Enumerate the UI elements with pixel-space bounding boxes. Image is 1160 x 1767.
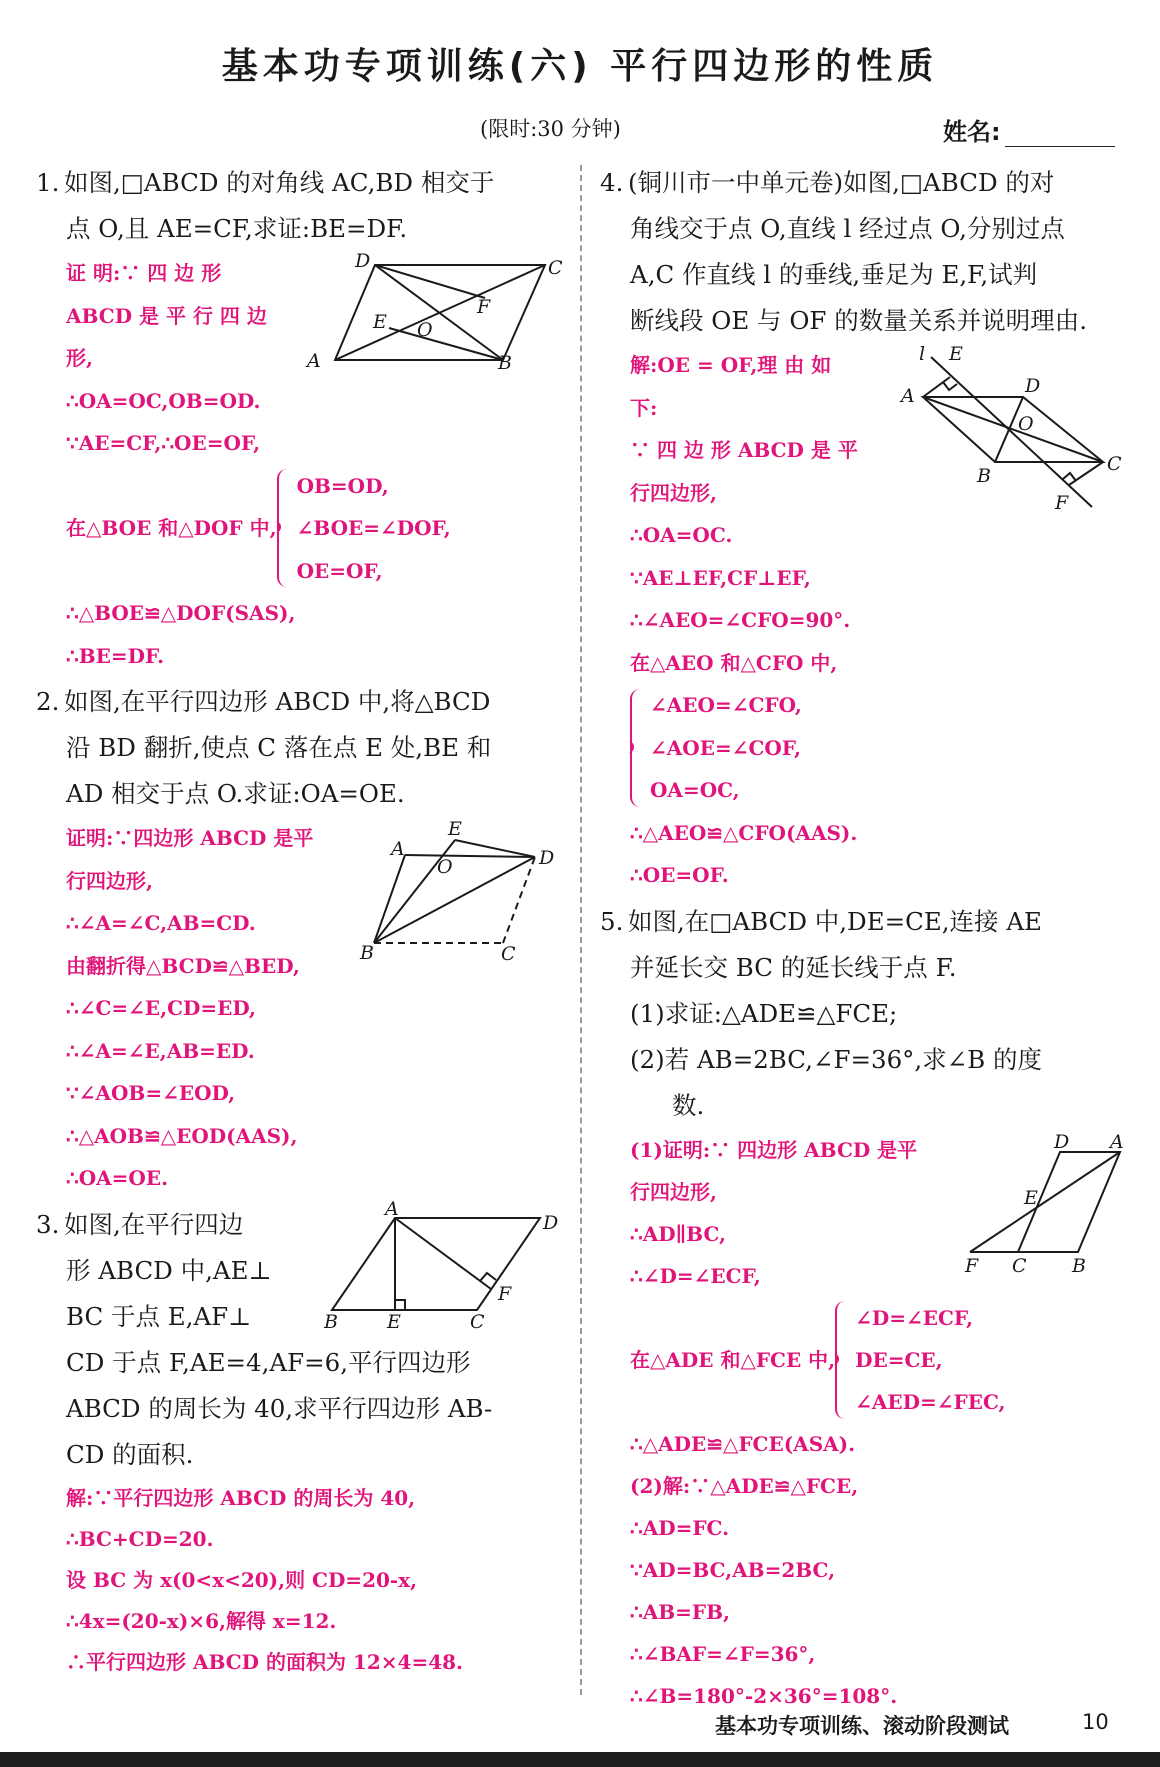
q5-sol-line: (1)证明:∵ 四边形 ABCD 是平 (630, 1137, 918, 1162)
q3-text-line: CD 于点 F,AE=4,AF=6,平行四边形 (66, 1347, 471, 1377)
page-title: 基本功专项训练(六) 平行四边形的性质 (221, 46, 939, 87)
q5-sub2-line: (2)若 AB=2BC,∠F=36°,求∠B 的度 (630, 1044, 1043, 1074)
q4-sol-line: 行四边形, (630, 480, 717, 505)
q3-text-line: CD 的面积. (66, 1439, 194, 1469)
q2-sol-line: ∴OA=OE. (66, 1166, 169, 1190)
q5-brace-line: ∠D=∠ECF, (855, 1305, 974, 1330)
q2-sol-line: ∴△AOB≌△EOD(AAS), (66, 1123, 298, 1148)
q5-number: 5. (600, 906, 624, 936)
figure-q3 (320, 1200, 570, 1330)
label-D: D (543, 1212, 559, 1234)
q4-sol-line: ∴△AEO≌△CFO(AAS). (630, 820, 858, 845)
q4-brace-line: ∠AOE=∠COF, (650, 735, 801, 760)
q5-sol-line: ∴△ADE≌△FCE(ASA). (630, 1431, 856, 1456)
q1-brace-line: ∠BOE=∠DOF, (296, 516, 451, 540)
q3-solution (36, 1478, 564, 1683)
q2-sol-line: ∴∠A=∠E,AB=ED. (66, 1038, 255, 1063)
q4-brace-line: ∠AEO=∠CFO, (650, 693, 802, 717)
q1-sol-line: 证 明:∵ 四 边 形 (66, 261, 222, 285)
footer-text: 基本功专项训练、滚动阶段测试 (715, 1714, 1009, 1738)
q2-text-line: 如图,在平行四边形 ABCD 中,将△BCD (64, 687, 491, 716)
q4-sol-line: 解:OE = OF,理 由 如 (630, 353, 832, 377)
q3-number: 3. (36, 1209, 60, 1239)
label-C: C (1107, 453, 1122, 475)
label-E: E (387, 1311, 401, 1330)
q1-text-line: 点 O,且 AE=CF,求证:BE=DF. (66, 214, 408, 243)
q5-sol-line: ∴∠BAF=∠F=36°, (630, 1641, 816, 1666)
q1-sol-line: ∴OA=OC,OB=OD. (66, 388, 261, 413)
q5-sol-line: ∴∠D=∠ECF, (630, 1263, 761, 1288)
q5-brace-group (630, 1297, 1128, 1423)
label-F: F (498, 1283, 512, 1305)
label-O: O (437, 856, 453, 878)
q4-text-line: A,C 作直线 l 的垂线,垂足为 E,F,试判 (630, 260, 1038, 289)
page-number: 10 (1082, 1710, 1109, 1734)
q5-brace-prefix: 在△ADE 和△FCE 中, (630, 1347, 836, 1372)
label-B: B (1072, 1255, 1086, 1277)
q4-sol-line: ∵ 四 边 形 ABCD 是 平 (630, 438, 858, 462)
time-limit: (限时:30 分钟) (480, 117, 621, 141)
q4-text-line: 断线段 OE 与 OF 的数量关系并说明理由. (630, 306, 1087, 335)
label-E: E (949, 343, 963, 365)
label-B: B (498, 352, 512, 374)
label-A: A (901, 385, 915, 407)
label-C: C (548, 257, 563, 279)
q3-text-line: 如图,在平行四边 (64, 1209, 244, 1239)
q2-sol-line: 证明:∵四边形 ABCD 是平 (66, 826, 314, 850)
name-blank[interactable] (1005, 124, 1115, 147)
q1-text-line: 如图,□ABCD 的对角线 AC,BD 相交于 (64, 168, 495, 197)
q5-text-line: 如图,在□ABCD 中,DE=CE,连接 AE (628, 906, 1042, 936)
label-A: A (1110, 1131, 1124, 1153)
q4-brace-line: OA=OC, (650, 778, 740, 802)
label-l: l (919, 343, 926, 365)
q2-sol-line: ∵∠AOB=∠EOD, (66, 1081, 236, 1105)
q1-sol-line: ∴△BOE≌△DOF(SAS), (66, 601, 296, 625)
q5-sub1: (1)求证:△ADE≌△FCE; (630, 998, 898, 1028)
q4-text-line: 角线交于点 O,直线 l 经过点 O,分别过点 (630, 214, 1065, 243)
q3-sol-line: ∴平行四边形 ABCD 的面积为 12×4=48. (66, 1649, 464, 1674)
q2-sol-line: 行四边形, (66, 868, 153, 893)
label-B: B (977, 465, 991, 487)
q3-sol-line: ∴BC+CD=20. (66, 1526, 214, 1551)
q4-number: 4. (600, 168, 624, 197)
figure-q5 (960, 1130, 1132, 1280)
q2-text-line: AD 相交于点 O.求证:OA=OE. (66, 779, 405, 808)
q1-brace-prefix: 在△BOE 和△DOF 中, (66, 516, 277, 540)
q4-sol-line: 在△AEO 和△CFO 中, (630, 650, 838, 675)
name-field[interactable] (943, 112, 1115, 147)
question-2 (36, 679, 564, 817)
label-O: O (1018, 413, 1034, 435)
label-C: C (470, 1311, 485, 1330)
q4-sol-line: 下: (630, 395, 658, 420)
label-E: E (448, 818, 462, 840)
q1-number: 1. (36, 168, 60, 197)
q2-sol-line: ∴∠C=∠E,CD=ED, (66, 996, 256, 1020)
brace-icon (835, 1301, 851, 1419)
bottom-bar (0, 1752, 1160, 1767)
label-B: B (324, 1311, 338, 1330)
question-4 (600, 160, 1128, 344)
q1-sol-line: ABCD 是 平 行 四 边 (66, 303, 267, 328)
label-D: D (355, 250, 371, 272)
brace-icon (277, 469, 293, 587)
label-A: A (307, 350, 321, 372)
q1-sol-line: ∴BE=DF. (66, 643, 165, 668)
column-divider (580, 165, 582, 1695)
q4-sol-line: ∵AE⊥EF,CF⊥EF, (630, 565, 811, 590)
q5-sol-line: ∵AD=BC,AB=2BC, (630, 1557, 836, 1582)
q3-text-line: 形 ABCD 中,AE⊥ (66, 1255, 272, 1285)
label-F: F (477, 296, 491, 318)
q5-text-line: 并延长交 BC 的延长线于点 F. (630, 952, 957, 982)
q4-sol-line: ∴OA=OC. (630, 523, 733, 547)
q5-sol-line: ∴∠B=180°-2×36°=108°. (630, 1683, 898, 1708)
q2-sol-line: 由翻折得△BCD≌△BED, (66, 953, 300, 978)
label-C: C (501, 943, 516, 965)
q3-sol-line: 设 BC 为 x(0<x<20),则 CD=20-x, (66, 1567, 418, 1592)
q3-text-line: BC 于点 E,AF⊥ (66, 1301, 252, 1331)
q3-text-line: ABCD 的周长为 40,求平行四边形 AB- (66, 1393, 493, 1423)
q2-sol-line: ∴∠A=∠C,AB=CD. (66, 911, 256, 935)
label-F: F (1055, 492, 1069, 514)
name-label: 姓名: (943, 118, 1001, 146)
label-A: A (391, 838, 405, 860)
label-O: O (417, 319, 433, 341)
label-F: F (965, 1255, 979, 1277)
q5-sub2-line: 数. (672, 1090, 705, 1120)
q5-sol-line: ∴AD∥BC, (630, 1221, 726, 1246)
label-E: E (1024, 1187, 1038, 1209)
q5-brace-line: DE=CE, (855, 1347, 943, 1372)
q2-number: 2. (36, 687, 60, 716)
q5-sol-line: ∴AB=FB, (630, 1599, 730, 1624)
q5-sol-line: 行四边形, (630, 1179, 717, 1204)
figure-q2 (355, 815, 570, 965)
label-D: D (1054, 1131, 1070, 1153)
label-B: B (360, 942, 374, 964)
q5-sol-line: ∴AD=FC. (630, 1515, 730, 1540)
question-5 (600, 899, 1128, 1129)
q2-text-line: 沿 BD 翻折,使点 C 落在点 E 处,BE 和 (66, 733, 492, 762)
q4-sol-line: ∴∠AEO=∠CFO=90°. (630, 608, 851, 632)
label-D: D (539, 847, 555, 869)
brace-icon (630, 689, 646, 807)
label-E: E (373, 311, 387, 333)
q4-brace-group (630, 684, 1128, 812)
figure-q1 (305, 245, 570, 375)
q4-sol-line: ∴OE=OF. (630, 863, 729, 887)
q1-brace-line: OE=OF, (296, 558, 383, 583)
figure-q4 (895, 342, 1135, 517)
q1-brace-line: OB=OD, (296, 473, 389, 498)
q3-sol-line: ∴4x=(20-x)×6,解得 x=12. (66, 1608, 337, 1633)
q1-sol-line: ∵AE=CF,∴OE=OF, (66, 431, 261, 455)
q5-sol-line: (2)解:∵△ADE≌△FCE, (630, 1473, 859, 1498)
q5-brace-line: ∠AED=∠FEC, (855, 1389, 1006, 1414)
q1-brace-group (66, 465, 564, 593)
label-A: A (385, 1200, 399, 1220)
question-1 (36, 160, 564, 252)
q3-sol-line: 解:∵平行四边形 ABCD 的周长为 40, (66, 1485, 416, 1510)
q4-text-line: (铜川市一中单元卷)如图,□ABCD 的对 (628, 168, 1055, 197)
label-D: D (1025, 375, 1041, 397)
q1-sol-line: 形, (66, 346, 93, 370)
label-C: C (1012, 1255, 1027, 1277)
